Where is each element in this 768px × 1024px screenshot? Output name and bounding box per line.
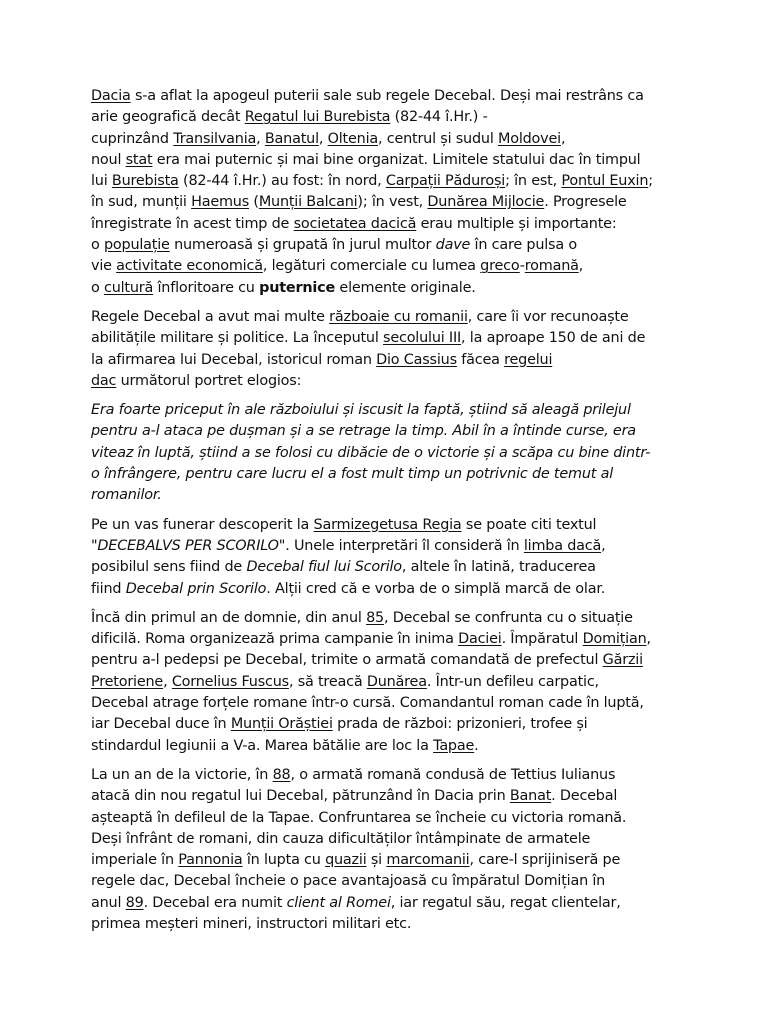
text: imperiale în bbox=[91, 852, 179, 869]
text: prada de război: prizonieri, trofee și bbox=[332, 716, 588, 733]
link-domitian[interactable]: Domițian bbox=[582, 631, 647, 648]
text: (82-44 î.Hr.) au fost: în nord, bbox=[178, 173, 386, 190]
link-activitate-economica[interactable]: activitate economică bbox=[116, 258, 263, 275]
text: , o armată romană condusă de Tettius Iulianus bbox=[290, 766, 616, 783]
link-stat[interactable]: stat bbox=[125, 151, 153, 168]
text: regele dac, Decebal încheie o pace avantajoasă cu împăratul Domițian în bbox=[91, 873, 606, 890]
text: (82-44 î.Hr.) - bbox=[390, 109, 488, 126]
text: , care-l sprijiniseră pe bbox=[469, 852, 621, 869]
italic-text: Decebal prin Scorilo bbox=[125, 580, 267, 597]
link-quazii[interactable]: quazii bbox=[325, 852, 367, 869]
text: primea meșteri mineri, instructori militari etc. bbox=[91, 915, 412, 932]
link-pannonia[interactable]: Pannonia bbox=[178, 852, 243, 869]
link-89[interactable]: 89 bbox=[125, 894, 144, 911]
text: " bbox=[91, 537, 98, 554]
quote-dio-cassius bbox=[91, 400, 691, 506]
text-line bbox=[91, 629, 691, 650]
text: următorul portret elogios: bbox=[116, 372, 302, 389]
link-banatul[interactable]: Banatul bbox=[264, 130, 319, 147]
text: era mai puternic și mai bine organizat. Limitele statului dac în timpul bbox=[152, 151, 641, 168]
text: ); în vest, bbox=[357, 194, 428, 211]
italic-text: Decebal fiul lui Scorilo bbox=[246, 559, 402, 576]
text: , bbox=[646, 631, 651, 648]
text-line bbox=[91, 171, 691, 192]
text: , altele în latină, traducerea bbox=[401, 559, 596, 576]
link-regelui-dac-cont[interactable]: dac bbox=[91, 372, 117, 389]
text-line bbox=[91, 893, 691, 914]
text: numeroasă și grupată în jurul multor bbox=[169, 237, 436, 254]
link-regatul-lui-burebista[interactable]: Regatul lui Burebista bbox=[244, 109, 391, 126]
text: . Într-un defileu carpatic, bbox=[426, 673, 599, 690]
text: , care îi vor recunoaște bbox=[467, 308, 629, 325]
link-carpatii-padurosi[interactable]: Carpații Păduroși bbox=[385, 173, 506, 190]
text-line bbox=[91, 235, 691, 256]
text-line bbox=[91, 150, 691, 171]
text-line bbox=[91, 829, 691, 850]
paragraph-dacia-apogee bbox=[91, 86, 691, 299]
link-cultura[interactable]: cultură bbox=[103, 279, 154, 296]
text: noul bbox=[91, 151, 126, 168]
text: Regele Decebal a avut mai multe bbox=[91, 308, 330, 325]
link-marcomanii[interactable]: marcomanii bbox=[386, 852, 470, 869]
text: stindardul legiunii a V-a. Marea bătălie are loc la bbox=[91, 737, 434, 754]
text: , bbox=[560, 130, 566, 147]
paragraph-first-campaign bbox=[91, 608, 691, 757]
text: înregistrate în acest timp de bbox=[91, 215, 294, 232]
text: . Decebal bbox=[551, 788, 618, 805]
text: în lupta cu bbox=[242, 852, 326, 869]
text: , să treacă bbox=[288, 673, 367, 690]
text: . Decebal era numit bbox=[143, 894, 287, 911]
link-limba-daca[interactable]: limba dacă bbox=[523, 537, 602, 554]
link-pontul-euxin[interactable]: Pontul Euxin bbox=[561, 173, 649, 190]
link-sarmizegetusa-regia[interactable]: Sarmizegetusa Regia bbox=[313, 516, 462, 533]
text: , bbox=[578, 258, 584, 275]
text: - bbox=[519, 258, 525, 275]
link-88[interactable]: 88 bbox=[272, 766, 291, 783]
text-line bbox=[91, 608, 691, 629]
link-populatie[interactable]: populație bbox=[103, 237, 170, 254]
text: cuprinzând bbox=[91, 130, 174, 147]
link-razboaie-cu-romanii[interactable]: războaie cu romanii bbox=[329, 308, 468, 325]
text-line bbox=[91, 536, 691, 557]
text-line bbox=[91, 328, 691, 349]
text-line bbox=[91, 350, 691, 371]
text: ". Unele interpretări îl consideră în bbox=[278, 537, 524, 554]
text: fiind bbox=[91, 580, 126, 597]
text: ; în est, bbox=[505, 173, 562, 190]
text-line bbox=[91, 871, 691, 892]
text: o bbox=[91, 279, 104, 296]
text: , centrul și sudul bbox=[377, 130, 498, 147]
text-line bbox=[91, 808, 691, 829]
text: abilitățile militare și politice. La începutul bbox=[91, 330, 384, 347]
text: dificilă. Roma organizează prima campanie în inima bbox=[91, 631, 459, 648]
text: , legături comerciale cu lumea bbox=[262, 258, 481, 275]
text-line bbox=[91, 107, 691, 128]
link-oltenia[interactable]: Oltenia bbox=[327, 130, 378, 147]
text: erau multiple și importante: bbox=[416, 215, 617, 232]
text: o bbox=[91, 237, 104, 254]
text: ( bbox=[249, 194, 259, 211]
text-line bbox=[91, 515, 691, 536]
link-85[interactable]: 85 bbox=[366, 609, 384, 626]
text: . Alții cred că e vorba de o simplă marcă de olar. bbox=[266, 580, 606, 597]
text-line bbox=[91, 192, 691, 213]
text-line bbox=[91, 736, 691, 757]
text: vie bbox=[91, 258, 117, 275]
text-line: Era foarte priceput în ale războiului și iscusit la faptă, știind să aleagă prilejul bbox=[91, 402, 631, 419]
text-line bbox=[91, 693, 691, 714]
text-line bbox=[91, 786, 691, 807]
link-burebista[interactable]: Burebista bbox=[111, 173, 179, 190]
text: . Progresele bbox=[544, 194, 627, 211]
link-banat[interactable]: Banat bbox=[509, 788, 552, 805]
italic-text: dave bbox=[435, 237, 471, 254]
text-line bbox=[91, 650, 691, 671]
text-line bbox=[91, 278, 691, 299]
text-line: pentru a-l ataca pe dușman și a se retrage la timp. Abil în a întinde curse, era bbox=[91, 423, 636, 440]
text-line: viteaz în luptă, știind a se folosi cu dibăcie de o victorie și a scăpa cu bine dintr- bbox=[91, 444, 651, 461]
text: și bbox=[366, 852, 387, 869]
link-haemus[interactable]: Haemus bbox=[191, 194, 250, 211]
link-cornelius-fuscus[interactable]: Cornelius Fuscus bbox=[171, 673, 289, 690]
link-garzii-pretoriene[interactable]: Gărzii bbox=[602, 652, 643, 669]
text: , Decebal se confrunta cu o situație bbox=[384, 609, 633, 626]
text: , bbox=[318, 130, 328, 147]
text: iar Decebal duce în bbox=[91, 716, 231, 733]
text: anul bbox=[91, 894, 126, 911]
link-garzii-pretoriene-cont[interactable]: Pretoriene bbox=[91, 673, 164, 690]
text-line: o înfrângere, pentru care lucru el a fost mult timp un potrivnic de temut al bbox=[91, 466, 613, 483]
text: la afirmarea lui Decebal, istoricul roman bbox=[91, 351, 377, 368]
text-line bbox=[91, 672, 691, 693]
text: atacă din nou regatul lui Decebal, pătrunzând în Dacia prin bbox=[91, 788, 510, 805]
text: arie geografică decât bbox=[91, 109, 245, 126]
text-line bbox=[91, 765, 691, 786]
text-line bbox=[91, 129, 691, 150]
paragraph-sarmizegetusa-vessel bbox=[91, 515, 691, 600]
link-regelui-dac[interactable]: regelui bbox=[504, 351, 553, 368]
text: ; bbox=[648, 173, 653, 190]
text-line bbox=[91, 914, 691, 935]
text: Deși înfrânt de romani, din cauza dificultăților întâmpinate de armatele bbox=[91, 830, 591, 847]
text: . Împăratul bbox=[501, 631, 583, 648]
link-secolului-iii[interactable]: secolului III bbox=[383, 330, 462, 347]
italic-text: DECEBALVS PER SCORILO bbox=[97, 537, 279, 554]
paragraph-decebal-wars bbox=[91, 307, 691, 392]
text-line bbox=[91, 86, 691, 107]
text: La un an de la victorie, în bbox=[91, 766, 273, 783]
text: , iar regatul său, regat clientelar, bbox=[390, 894, 621, 911]
bold-text: puternice bbox=[259, 279, 336, 296]
link-greco[interactable]: greco bbox=[480, 258, 520, 275]
text-line bbox=[91, 307, 691, 328]
link-moldovei[interactable]: Moldovei bbox=[498, 130, 561, 147]
text: posibilul sens fiind de bbox=[91, 559, 247, 576]
link-dacia[interactable]: Dacia bbox=[91, 88, 131, 104]
text-line bbox=[91, 579, 691, 600]
italic-text: client al Romei bbox=[286, 894, 391, 911]
link-transilvania[interactable]: Transilvania bbox=[173, 130, 257, 147]
text: , bbox=[601, 537, 606, 554]
link-dunarea-mijlocie[interactable]: Dunărea Mijlocie bbox=[427, 194, 545, 211]
text: Decebal atrage forțele romane într-o cursă. Comandantul roman cade în luptă, bbox=[91, 695, 644, 712]
text: înfloritoare cu bbox=[153, 279, 260, 296]
text: , bbox=[256, 130, 265, 147]
text-line bbox=[91, 214, 691, 235]
text: Încă din primul an de domnie, din anul bbox=[91, 609, 367, 626]
text-line bbox=[91, 371, 691, 392]
text: Pe un vas funerar descoperit la bbox=[91, 516, 314, 533]
text: se poate citi textul bbox=[461, 516, 597, 533]
text: s-a aflat la apogeul puterii sale sub regele Decebal. Deși mai restrâns ca bbox=[130, 88, 644, 104]
text: în care pulsa o bbox=[470, 237, 577, 254]
text: elemente originale. bbox=[335, 279, 476, 296]
text-line bbox=[91, 714, 691, 735]
document-body bbox=[91, 86, 691, 943]
link-tapae[interactable]: Tapae bbox=[433, 737, 475, 754]
text-line bbox=[91, 557, 691, 578]
link-societatea-dacica[interactable]: societatea dacică bbox=[293, 215, 417, 232]
text-line bbox=[91, 850, 691, 871]
text: , bbox=[163, 673, 172, 690]
text: . bbox=[474, 737, 479, 754]
link-dunarea[interactable]: Dunărea bbox=[366, 673, 427, 690]
text: , la aproape 150 de ani de bbox=[461, 330, 646, 347]
link-muntii-orastiei[interactable]: Munții Orăștiei bbox=[230, 716, 333, 733]
link-muntii-balcani[interactable]: Munții Balcani bbox=[258, 194, 358, 211]
link-dio-cassius[interactable]: Dio Cassius bbox=[376, 351, 457, 368]
paragraph-second-campaign bbox=[91, 765, 691, 935]
text: în sud, munții bbox=[91, 194, 192, 211]
text-line: romanilor. bbox=[91, 487, 162, 504]
link-romana[interactable]: romană bbox=[524, 258, 579, 275]
text: pentru a-l pedepsi pe Decebal, trimite o armată comandată de prefectul bbox=[91, 652, 603, 669]
text-line bbox=[91, 256, 691, 277]
text: lui bbox=[91, 173, 112, 190]
link-daciei[interactable]: Daciei bbox=[458, 631, 502, 648]
text: făcea bbox=[456, 351, 505, 368]
text: așteaptă în defileul de la Tapae. Confruntarea se încheie cu victoria romană. bbox=[91, 809, 627, 826]
